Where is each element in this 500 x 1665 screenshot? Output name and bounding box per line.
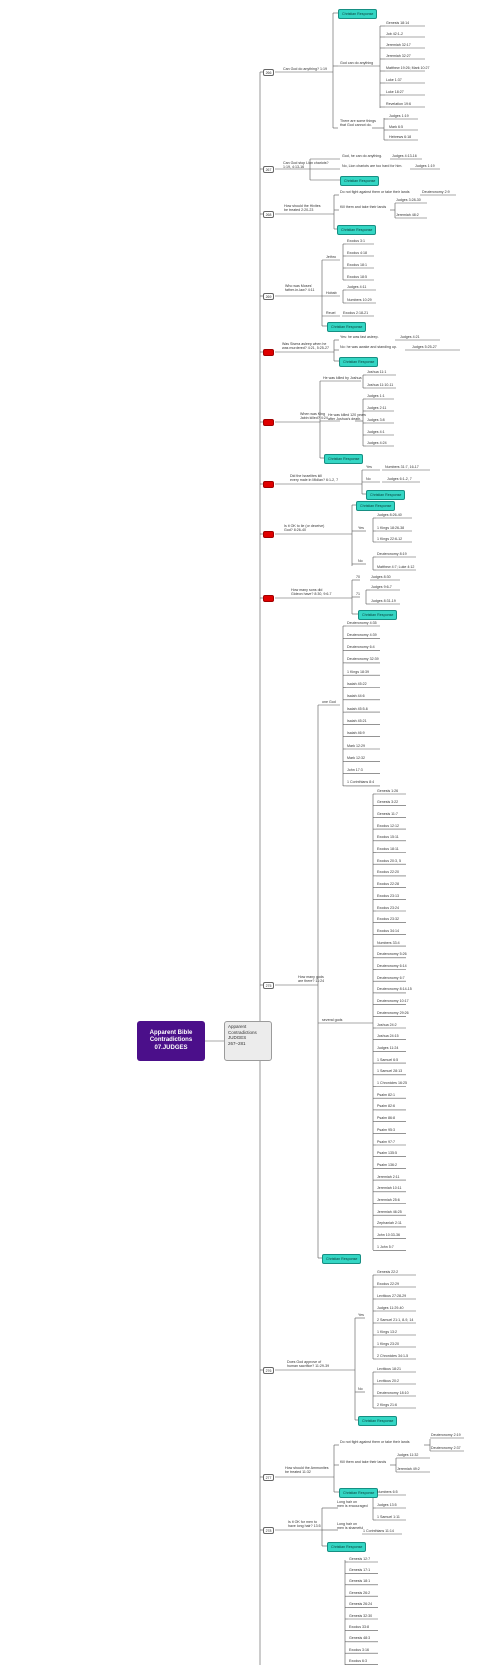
q275-ref2-8: Exodus 22:28 bbox=[377, 882, 399, 887]
q273-ref1-1: 1 Kings 18:26-38 bbox=[377, 525, 405, 530]
q266-christian-response-button[interactable]: Christian Response bbox=[338, 9, 377, 19]
q277-branch1: Do not fight against them or take their lands bbox=[340, 1440, 410, 1444]
q272-text-2: every male in Midian? 6:1-2, 7 bbox=[290, 478, 339, 483]
q279-ref-8: Exodus 3:16 bbox=[349, 1647, 369, 1652]
q279-ref-7: Genesis 48:3 bbox=[349, 1636, 371, 1641]
q269-g1: Jethro bbox=[326, 255, 336, 259]
q273-ref1-0: Judges 8:26-40 bbox=[377, 512, 402, 517]
q268-branch2: Kill them and take their lands bbox=[340, 205, 387, 209]
q269-g1-ref-3: Exodus 18:5 bbox=[347, 274, 367, 279]
q278-branch1-2: men is encouraged bbox=[337, 1504, 368, 1509]
q272-ref1: Numbers 31:7, 16-17 bbox=[385, 465, 419, 469]
q272-text-1: Did the Israelites kill bbox=[290, 474, 322, 478]
q268-ref1: Deuteronomy 2:9 bbox=[422, 190, 450, 194]
q277-ref2-1: Jeremiah 49:2 bbox=[397, 1466, 420, 1471]
q275-ref2-19: Deuteronomy 29:26 bbox=[377, 1010, 409, 1015]
q278-branch2-1: Long hair on bbox=[337, 1522, 357, 1526]
q276-ref1-7: 2 Chronicles 34:1-5 bbox=[377, 1353, 409, 1358]
q276-text-2: human sacrifice? 11:29-39 bbox=[287, 1364, 330, 1369]
q271-ref2-2: Judges 3:8 bbox=[367, 417, 385, 422]
question-node-275[interactable]: 275 bbox=[263, 982, 274, 989]
q279-ref-5: Genesis 32:30 bbox=[349, 1613, 373, 1618]
q273-ref2-0: Deuteronomy 8:19 bbox=[377, 551, 407, 556]
q278-ref1-0: Numbers 6:5 bbox=[377, 1489, 398, 1494]
q269-text-2: father-in-law? 4:11 bbox=[285, 288, 315, 293]
q267-text-2: 1:19, 4:13-16 bbox=[283, 165, 305, 170]
q273-ref1-2: 1 Kings 22:6-12 bbox=[377, 536, 403, 541]
q266-branch1: God can do anything bbox=[340, 61, 374, 65]
q272-ref2: Judges 6:1-2, 7 bbox=[387, 477, 412, 481]
q270-branch1: Yes: he was fast asleep. bbox=[340, 335, 379, 339]
q268-christian-response-button[interactable]: Christian Response bbox=[337, 225, 376, 235]
q269-g1-ref-1: Exodus 4:18 bbox=[347, 250, 367, 255]
q275-ref2-36: Jeremiah 46:25 bbox=[377, 1209, 402, 1214]
q277-text-1: How should the Ammonites bbox=[285, 1466, 329, 1470]
q275-ref2-2: Genesis 11:7 bbox=[377, 811, 398, 816]
q266-ref1-3: Jeremiah 32:27 bbox=[386, 53, 411, 58]
q269-g1-ref-0: Exodus 3:1 bbox=[347, 238, 365, 243]
q276-branch1: Yes bbox=[358, 1313, 364, 1317]
q271-text-2: Jabin killed? 4:24 bbox=[300, 416, 328, 421]
q266-ref1-7: Revelation 19:6 bbox=[386, 101, 411, 106]
q268-ref2-1: Jeremiah 48:2 bbox=[396, 212, 419, 217]
question-node-273-flag[interactable] bbox=[263, 531, 274, 538]
q276-ref2-2: Deuteronomy 18:10 bbox=[377, 1390, 409, 1395]
q267-ref2: Judges 1:19 bbox=[415, 164, 435, 168]
q271-ref1-1: Joshua 11:10-11 bbox=[367, 382, 394, 387]
q276-ref2-0: Leviticus 18:21 bbox=[377, 1366, 401, 1371]
q266-ref1-5: Luke 1:37 bbox=[386, 77, 402, 82]
q275-ref2-17: Deuteronomy 8:14-15 bbox=[377, 987, 412, 992]
q275-ref2-31: Psalm 135:5 bbox=[377, 1151, 397, 1156]
q268-ref2-0: Judges 3:28-30 bbox=[396, 197, 421, 202]
q275-ref2-27: Psalm 82:6 bbox=[377, 1104, 395, 1109]
q273-text-2: God? 8:26-40 bbox=[284, 528, 306, 533]
q271-ref1-0: Joshua 11:1 bbox=[367, 369, 387, 374]
q279-ref-1: Genesis 17:1 bbox=[349, 1567, 371, 1572]
q270-ref2: Judges 5:25-27 bbox=[412, 345, 437, 349]
q269-g3: Reuel bbox=[326, 311, 336, 315]
q275-ref2-21: Joshua 24:15 bbox=[377, 1034, 399, 1039]
q275-ref1-9: Isaiah 46:9 bbox=[347, 731, 365, 736]
q271-text-1: When was King bbox=[300, 412, 325, 416]
q278-text-2: have long hair? 13:5 bbox=[288, 1524, 321, 1529]
q275-text-1: How many gods bbox=[298, 975, 324, 979]
q266-branch2-2: that God cannot do. bbox=[340, 123, 372, 128]
q279-ref-6: Exodus 33:8 bbox=[349, 1624, 369, 1629]
q273-christian-response-button[interactable]: Christian Response bbox=[356, 501, 395, 511]
q277-ref1-0: Deuteronomy 2:19 bbox=[431, 1432, 461, 1437]
q276-branch2: No bbox=[358, 1387, 363, 1391]
q269-g3-ref-0: Exodus 2:18-21 bbox=[343, 310, 369, 315]
q275-ref2-9: Exodus 23:13 bbox=[377, 893, 399, 898]
q275-ref2-25: 1 Chronicles 16:25 bbox=[377, 1081, 407, 1085]
q276-christian-response-button[interactable]: Christian Response bbox=[358, 1416, 397, 1426]
q266-ref1-2: Jeremiah 32:17 bbox=[386, 42, 411, 47]
q275-ref2-4: Exodus 15:11 bbox=[377, 835, 399, 840]
q271-ref2-1: Judges 2:11 bbox=[367, 405, 387, 410]
q277-ref2-0: Judges 11:32 bbox=[397, 1452, 419, 1457]
q275-ref1-2: Deuteronomy 6:4 bbox=[347, 645, 375, 650]
question-node-270-flag[interactable] bbox=[263, 349, 274, 356]
q275-ref2-23: 1 Samuel 6:5 bbox=[377, 1057, 399, 1062]
q266-ref2-2: Hebrews 6:18 bbox=[389, 134, 412, 139]
q273-text-1: Is it OK to lie (or deceive) bbox=[284, 524, 325, 528]
q271-ref2-4: Judges 4:24 bbox=[367, 440, 387, 445]
q277-text-2: be treated 11:32 bbox=[285, 1470, 311, 1475]
q279-ref-4: Genesis 26:24 bbox=[349, 1602, 373, 1607]
q270-text-1: Was Sisera asleep when he bbox=[282, 342, 327, 346]
q275-ref2-15: Deuteronomy 6:14 bbox=[377, 964, 407, 968]
q275-ref2-11: Exodus 23:32 bbox=[377, 917, 399, 922]
q276-ref1-1: Exodus 22:29 bbox=[377, 1281, 399, 1286]
q266-ref1-4: Matthew 19:26; Mark 10:27 bbox=[386, 65, 430, 70]
q273-branch1: Yes bbox=[358, 526, 364, 530]
q276-ref1-2: Leviticus 27:28-29 bbox=[377, 1293, 407, 1298]
question-node-272-flag[interactable] bbox=[263, 481, 274, 488]
q275-ref2-22: Judges 11:24 bbox=[377, 1045, 399, 1050]
question-node-266[interactable]: 266 bbox=[263, 69, 274, 76]
q275-ref1-11: Mark 12:32 bbox=[347, 755, 365, 760]
q275-ref1-8: Isaiah 45:21 bbox=[347, 718, 367, 723]
q267-text-1: Can God stop Lion chariots? bbox=[283, 161, 329, 165]
section-line-2: Contradictions bbox=[228, 1029, 257, 1035]
q277-christian-response-button[interactable]: Christian Response bbox=[339, 1488, 378, 1498]
q275-ref1-10: Mark 12:29 bbox=[347, 743, 365, 748]
root-title-line-2: Contradictions bbox=[149, 1037, 193, 1044]
q275-ref1-12: John 17:3 bbox=[347, 768, 363, 773]
question-node-267[interactable]: 267 bbox=[263, 166, 274, 173]
q278-text-1: Is it OK for men to bbox=[288, 1520, 317, 1524]
question-node-276[interactable]: 276 bbox=[263, 1367, 274, 1374]
q269-g1-ref-2: Exodus 18:1 bbox=[347, 262, 367, 267]
question-node-278[interactable]: 278 bbox=[263, 1527, 274, 1534]
q275-ref2-32: Psalm 136:2 bbox=[377, 1162, 397, 1167]
q275-ref2-28: Psalm 86:8 bbox=[377, 1116, 395, 1121]
q275-ref2-24: 1 Samuel 28:13 bbox=[377, 1069, 403, 1074]
q267-ref1: Judges 4:13-16 bbox=[392, 154, 417, 158]
q272-christian-response-button[interactable]: Christian Response bbox=[366, 490, 405, 500]
q268-text-2: be treated 2:20-23 bbox=[284, 208, 314, 213]
question-node-274-flag[interactable] bbox=[263, 595, 274, 602]
q266-ref1-1: Job 42:1-2 bbox=[386, 31, 403, 36]
q275-ref1-7: Isaiah 45:5-6 bbox=[347, 706, 368, 711]
q268-branch1: Do not fight against them or take their lands bbox=[340, 190, 410, 194]
q275-ref2-29: Psalm 95:3 bbox=[377, 1127, 395, 1132]
q274-text-1: How many sons did bbox=[291, 588, 323, 592]
q274-ref1: Judges 8:30 bbox=[371, 574, 391, 579]
q275-ref2-12: Exodus 34:14 bbox=[377, 928, 399, 933]
q275-ref2-6: Exodus 20:3, 5 bbox=[377, 858, 401, 863]
question-node-269[interactable]: 269 bbox=[263, 293, 274, 300]
q275-ref2-5: Exodus 18:11 bbox=[377, 847, 399, 851]
root-topic-node[interactable] bbox=[137, 1021, 205, 1061]
q269-g2: Hobab bbox=[326, 291, 337, 295]
q275-ref2-39: 1 John 5:7 bbox=[377, 1244, 394, 1249]
q277-branch2: Kill them and take their lands bbox=[340, 1460, 387, 1464]
q275-ref2-35: Jeremiah 25:6 bbox=[377, 1198, 400, 1202]
q271-branch2-1: He was killed 120 years bbox=[328, 413, 366, 417]
q276-ref1-5: 1 Kings 13:2 bbox=[377, 1329, 397, 1334]
q266-ref1-0: Genesis 18:14 bbox=[386, 20, 410, 25]
q267-branch2: No, Lion chariots are too hard for him. bbox=[342, 164, 403, 168]
q275-ref2-13: Numbers 33:4 bbox=[377, 940, 400, 945]
q274-text-2: Gideon have? 8:30, 9:6-7 bbox=[291, 592, 332, 597]
q276-ref1-6: 1 Kings 23:20 bbox=[377, 1341, 399, 1346]
q271-ref2-0: Judges 1:1 bbox=[367, 393, 385, 398]
question-node-271-flag[interactable] bbox=[263, 419, 274, 426]
q275-ref2-14: Deuteronomy 5:26 bbox=[377, 952, 407, 957]
question-node-268[interactable]: 268 bbox=[263, 211, 274, 218]
q274-branch1: 70 bbox=[356, 575, 360, 579]
question-node-277[interactable]: 277 bbox=[263, 1474, 274, 1481]
q275-ref1-13: 1 Corinthians 8:4 bbox=[347, 780, 375, 785]
section-line-1: Apparent bbox=[228, 1024, 247, 1029]
q266-ref2-0: Judges 1:19 bbox=[389, 113, 409, 118]
q278-ref1-1: Judges 13:5 bbox=[377, 1502, 397, 1507]
q269-text-1: Who was Moses' bbox=[285, 284, 313, 288]
q275-ref2-1: Genesis 3:22 bbox=[377, 800, 399, 805]
q275-branch2: several gods bbox=[322, 1018, 343, 1022]
root-title-line-3: 07.JUDGES bbox=[154, 1044, 188, 1051]
q279-ref-2: Genesis 18:1 bbox=[349, 1579, 371, 1584]
q279-ref-9: Exodus 6:3 bbox=[349, 1659, 367, 1664]
q275-ref1-0: Deuteronomy 4:35 bbox=[347, 620, 377, 625]
q275-ref2-18: Deuteronomy 10:17 bbox=[377, 999, 409, 1004]
q266-ref2-1: Mark 6:5 bbox=[389, 124, 403, 129]
q274-ref2-1: Judges 8:31-19 bbox=[371, 598, 396, 603]
q275-ref2-16: Deuteronomy 6:7 bbox=[377, 975, 405, 980]
q271-branch1: He was killed by Joshua bbox=[323, 376, 362, 380]
q278-ref1-2: 1 Samuel 1:11 bbox=[377, 1514, 400, 1519]
q270-branch2: No: he was awake and standing up. bbox=[340, 345, 397, 349]
q275-ref1-3: Deuteronomy 32:39 bbox=[347, 657, 379, 662]
q276-text-1: Does God approve of bbox=[287, 1360, 322, 1364]
q278-ref2: 1 Corinthians 11:14 bbox=[363, 1528, 394, 1533]
q266-text: Can God do anything? 1:19 bbox=[283, 67, 327, 71]
q267-christian-response-button[interactable]: Christian Response bbox=[340, 176, 379, 186]
q275-ref2-30: Psalm 97:7 bbox=[377, 1139, 395, 1144]
q277-ref1-1: Deuteronomy 2:37 bbox=[431, 1445, 461, 1450]
q273-branch2: No bbox=[358, 559, 363, 563]
q275-ref2-20: Joshua 24:2 bbox=[377, 1022, 397, 1027]
q266-ref1-6: Luke 18:27 bbox=[386, 89, 404, 94]
q275-ref2-34: Jeremiah 10:11 bbox=[377, 1186, 402, 1191]
q275-ref2-10: Exodus 23:24 bbox=[377, 905, 399, 910]
q279-ref-3: Genesis 26:2 bbox=[349, 1590, 371, 1595]
q267-branch1: God, he can do anything. bbox=[342, 154, 383, 158]
q275-ref2-37: Zephaniah 2:11 bbox=[377, 1221, 402, 1226]
section-topic-node[interactable] bbox=[224, 1021, 272, 1061]
q266-branch2-1: There are some things bbox=[340, 119, 376, 123]
q270-ref1: Judges 4:21 bbox=[400, 335, 420, 339]
q275-ref2-7: Exodus 22:20 bbox=[377, 870, 399, 875]
q271-christian-response-button[interactable]: Christian Response bbox=[324, 454, 363, 464]
q272-branch1: Yes bbox=[366, 465, 372, 469]
q275-text-2: are there? 11:24 bbox=[298, 979, 325, 984]
q273-ref2-1: Matthew 4:7; Luke 4:12 bbox=[377, 564, 415, 569]
q275-ref2-26: Psalm 82:1 bbox=[377, 1092, 395, 1097]
q275-branch1: one God bbox=[322, 700, 336, 704]
q275-ref2-38: John 10:33-36 bbox=[377, 1233, 400, 1238]
q275-ref2-0: Genesis 1:26 bbox=[377, 788, 399, 793]
q275-ref1-6: Isaiah 44:6 bbox=[347, 694, 365, 699]
q276-ref2-1: Leviticus 20:2 bbox=[377, 1378, 399, 1383]
root-title-line-1: Apparent Bible bbox=[149, 1030, 193, 1037]
q278-christian-response-button[interactable]: Christian Response bbox=[327, 1542, 366, 1552]
q275-ref1-1: Deuteronomy 4:39 bbox=[347, 632, 377, 637]
q275-christian-response-button[interactable]: Christian Response bbox=[322, 1254, 361, 1264]
q276-ref2-3: 2 Kings 21:6 bbox=[377, 1402, 397, 1407]
q275-ref2-3: Exodus 12:12 bbox=[377, 823, 399, 828]
q274-ref2-0: Judges 9:6-7 bbox=[371, 584, 392, 589]
q278-branch2-2: men is shameful bbox=[337, 1526, 364, 1531]
q271-ref2-3: Judges 4:1 bbox=[367, 429, 385, 434]
q279-ref-0: Genesis 12:7 bbox=[349, 1556, 371, 1561]
q269-christian-response-button[interactable]: Christian Response bbox=[327, 322, 366, 332]
q275-ref2-33: Jeremiah 2:11 bbox=[377, 1174, 400, 1179]
q276-ref1-3: Judges 11:29-40 bbox=[377, 1305, 404, 1310]
q270-christian-response-button[interactable]: Christian Response bbox=[339, 357, 378, 367]
q269-g2-ref-1: Numbers 10:29 bbox=[347, 297, 372, 302]
q268-text-1: How should the Hivites bbox=[284, 204, 321, 208]
q270-text-2: was murdered? 4:21, 5:25-27 bbox=[282, 346, 329, 351]
q275-ref1-4: 1 Kings 18:39 bbox=[347, 669, 369, 674]
q271-branch2-2: after Joshua's death. bbox=[328, 417, 362, 422]
q274-christian-response-button[interactable]: Christian Response bbox=[358, 610, 397, 620]
q272-branch2: No bbox=[366, 477, 371, 481]
q275-ref1-5: Isaiah 45:22 bbox=[347, 682, 367, 686]
q276-ref1-4: 2 Samuel 21:1, 8-9, 14 bbox=[377, 1317, 414, 1322]
q274-branch2: 71 bbox=[356, 592, 360, 596]
q269-g2-ref-0: Judges 4:11 bbox=[347, 284, 367, 289]
section-line-4: 267–281 bbox=[228, 1040, 246, 1046]
section-line-3: JUDGES bbox=[228, 1035, 247, 1041]
q278-branch1-1: Long hair on bbox=[337, 1500, 357, 1504]
q276-ref1-0: Genesis 22:2 bbox=[377, 1269, 399, 1274]
